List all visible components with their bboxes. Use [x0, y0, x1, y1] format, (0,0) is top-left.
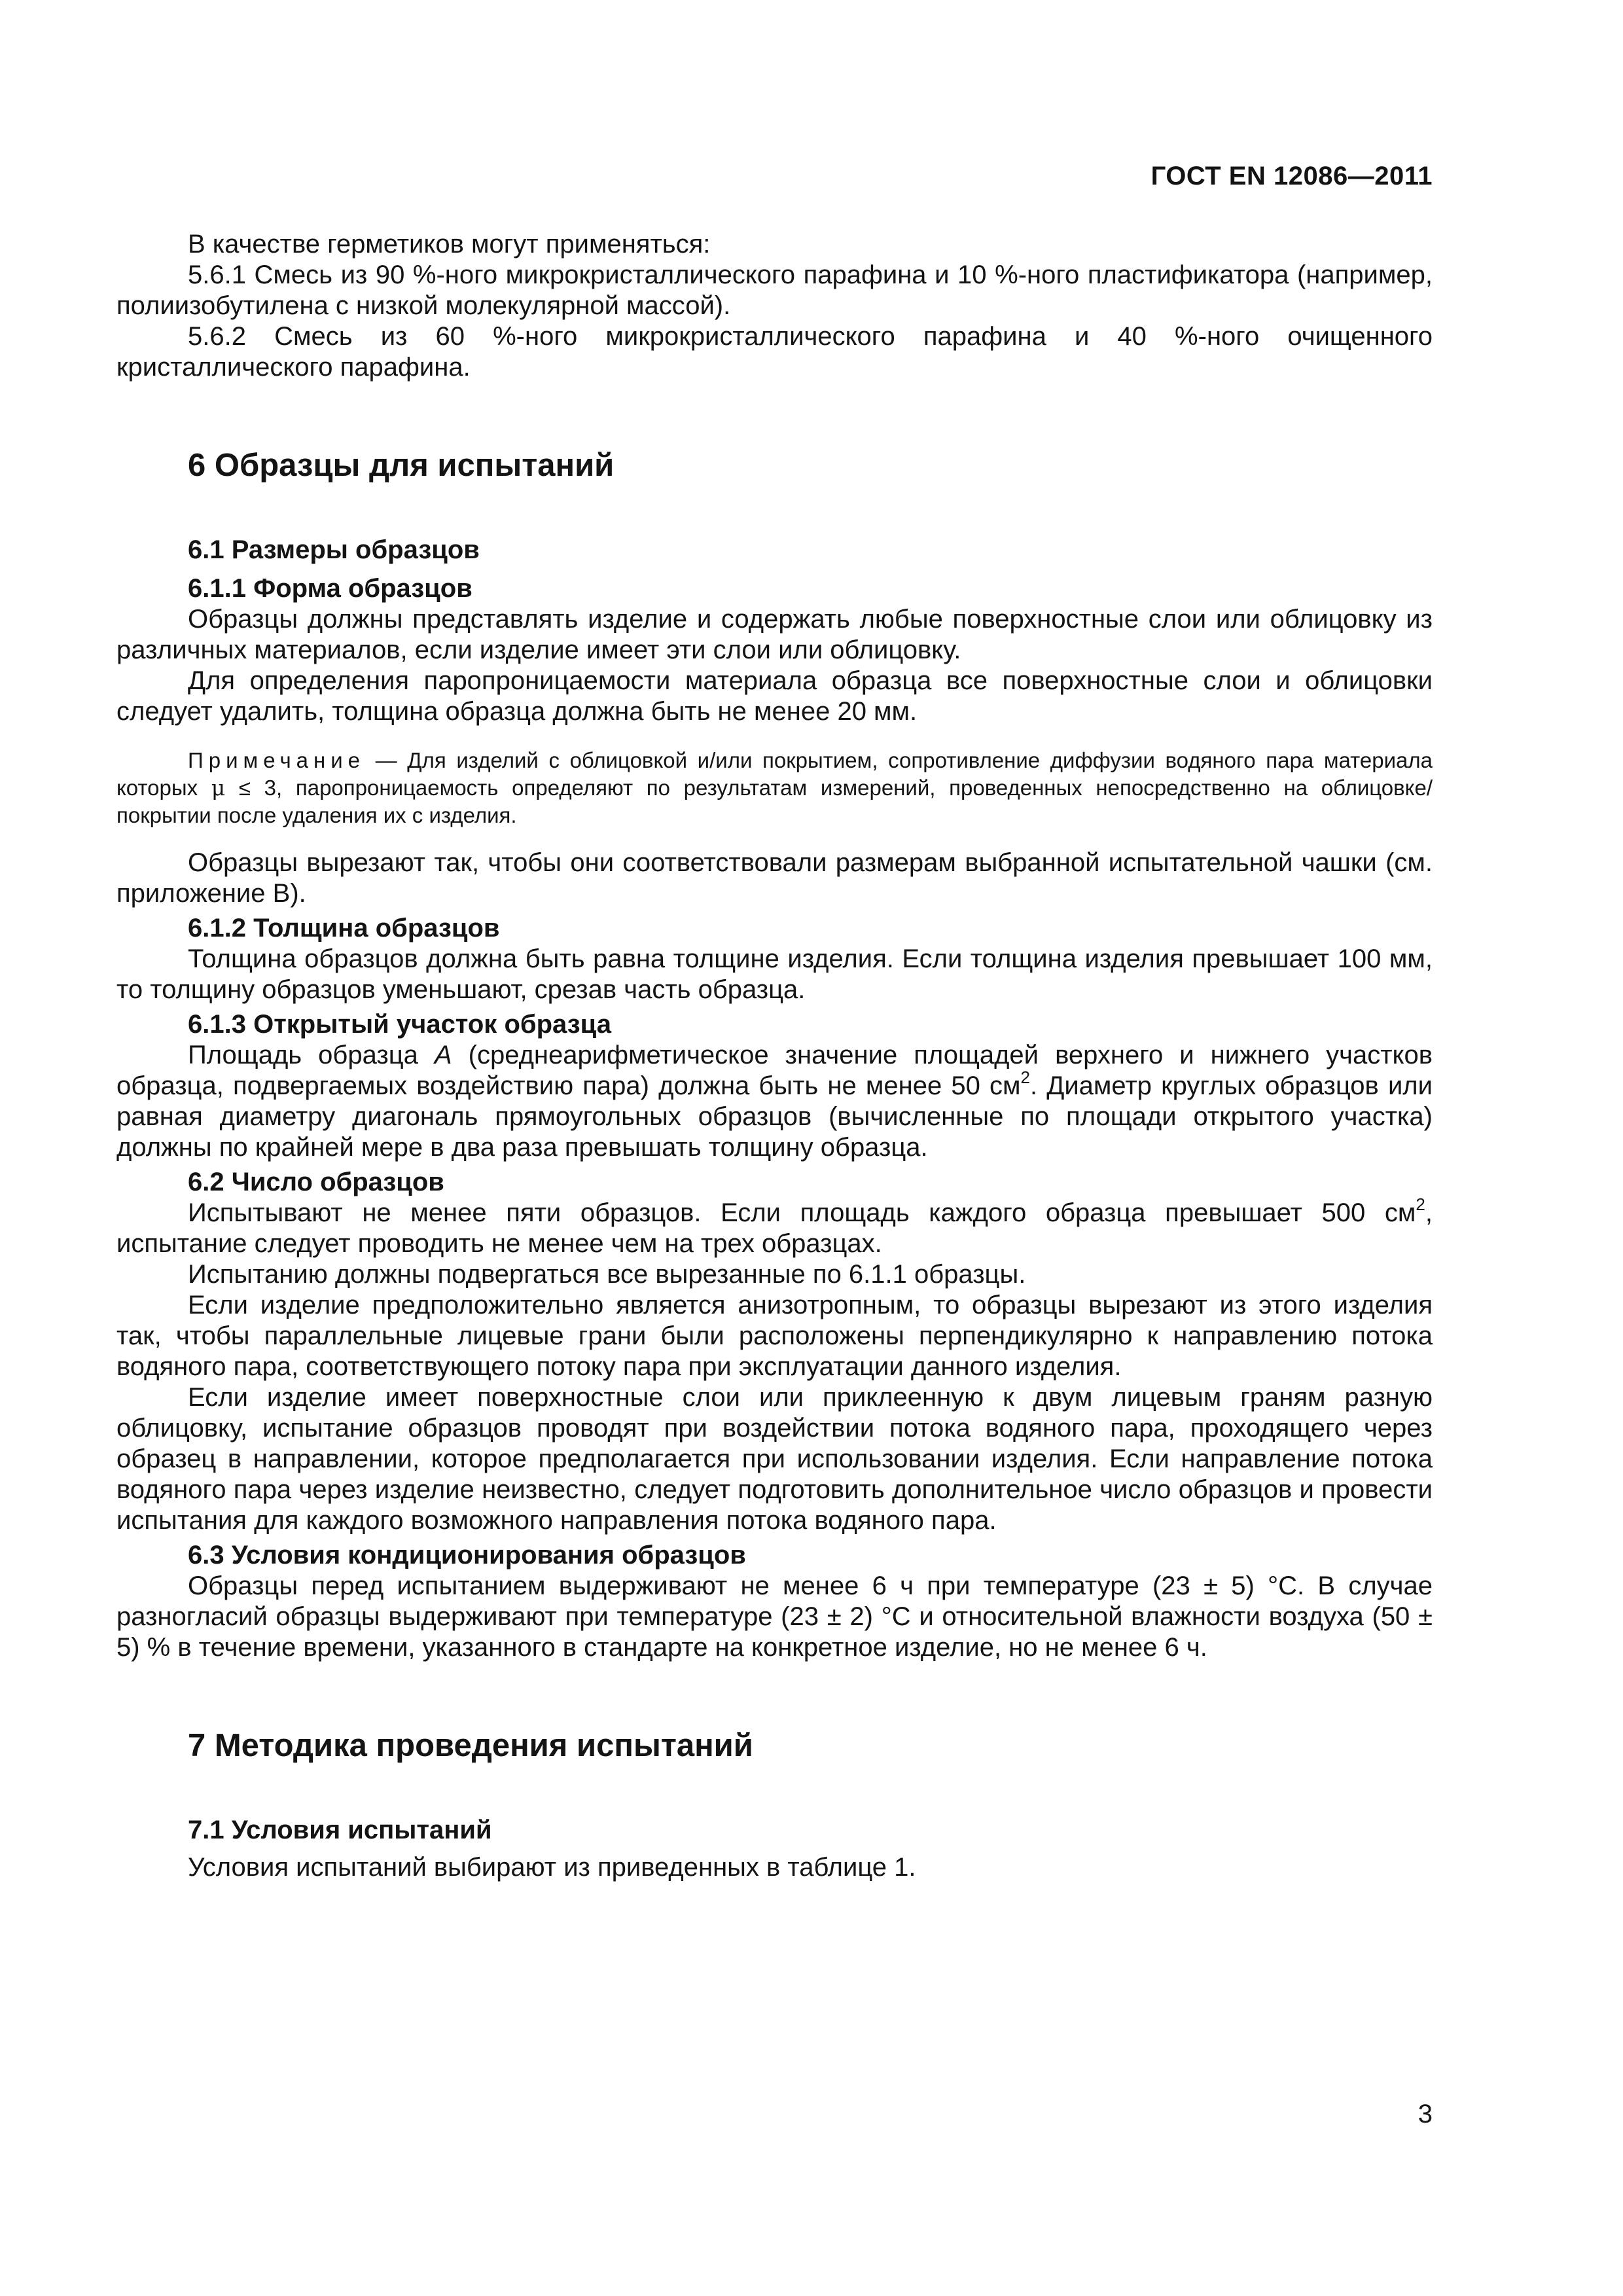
section-7-1-heading: 7.1 Условия испытаний	[188, 1816, 492, 1844]
area-variable: A	[434, 1041, 452, 1069]
section-6-1-1-paragraph-3: Образцы вырезают так, чтобы они соответствовали размерам выбранной испытательной чашки (см. приложение В).	[116, 848, 1433, 908]
section-6-heading: 6 Образцы для испытаний	[188, 448, 615, 483]
intro-paragraph: В качестве герметиков могут применяться:	[188, 230, 711, 259]
section-6-2-paragraph-1	[116, 1194, 1433, 1259]
note-paragraph	[116, 747, 1433, 829]
section-6-1-3-heading: 6.1.3 Открытый участок образца	[188, 1010, 611, 1039]
section-7-heading: 7 Методика проведения испытаний	[188, 1728, 753, 1763]
section-6-2-heading: 6.2 Число образцов	[188, 1168, 444, 1196]
section-6-1-3-text-1: Площадь образца	[188, 1041, 435, 1069]
note-text-part-2: ≤ 3, паропроницаемость определяют по результатам измерений, проведенных непосредственно на облицовке/покрытии после удаления их с изделия.	[116, 776, 1433, 827]
section-6-2-paragraph-4: Если изделие имеет поверхностные слои или приклеенную к двум лицевым граням разную облицовку, испытание образцов проводят при воздействии потока водяного пара, проходящего через образец в направлении, которое предполагается при использовании изделия. Если направление потока водяного пара через изделие неизвестно, следует подготовить дополнительное число образцов и провести испытания для каждого возможного направления потока водяного пара.	[116, 1383, 1433, 1535]
section-6-1-1-heading: 6.1.1 Форма образцов	[188, 574, 473, 603]
note-text-part-1: — Для изделий с облицовкой и/или покрытием, сопротивление диффузии водяного пара материала которых	[116, 748, 1433, 800]
page-number: 3	[1418, 2100, 1433, 2128]
section-6-1-3-text-2: (среднеарифметическое значение площадей верхнего и нижнего участков образца, подвергаемых воздействию пара) должна быть не менее 50 см	[116, 1041, 1433, 1100]
section-6-3-paragraph: Образцы перед испытанием выдерживают не менее 6 ч при температуре (23 ± 5) °С. В случае разногласий образцы выдерживают при температуре (23 ± 2) °С и относительной влажности воздуха (50 ± 5) % в течение времени, указанного в стандарте на конкретное изделие, но не менее 6 ч.	[116, 1571, 1433, 1662]
section-6-2-text-1: Испытывают не менее пяти образцов. Если площадь каждого образца превышает 500 см	[188, 1198, 1416, 1227]
section-7-1-paragraph: Условия испытаний выбирают из приведенных в таблице 1.	[188, 1853, 916, 1882]
section-6-1-2-paragraph: Толщина образцов должна быть равна толщине изделия. Если толщина изделия превышает 100 мм, то толщину образцов уменьшают, срезав часть образца.	[116, 944, 1433, 1004]
section-6-1-3-paragraph	[116, 1040, 1433, 1163]
section-6-1-heading: 6.1 Размеры образцов	[188, 535, 480, 564]
section-6-1-1-paragraph-1: Образцы должны представлять изделие и содержать любые поверхностные слои или облицовку из различных материалов, если изделие имеет эти слои или облицовку.	[116, 605, 1433, 664]
superscript-2: 2	[1020, 1067, 1030, 1088]
section-6-1-3-text-3: . Диаметр круглых образцов или равная диаметру диагональ прямоугольных образцов (вычисленные по площади открытого участка) должны по крайней мере в два раза превышать толщину образца.	[116, 1071, 1433, 1162]
page-content	[116, 229, 1433, 1883]
section-6-2-paragraph-3: Если изделие предположительно является анизотропным, то образцы вырезают из этого изделия так, чтобы параллельные лицевые грани были расположены перпендикулярно к направлению потока водяного пара, соответствующего потоку пара при эксплуатации данного изделия.	[116, 1291, 1433, 1381]
clause-5-6-2: 5.6.2 Смесь из 60 %-ного микрокристаллического парафина и 40 %-ного очищенного кристаллического парафина.	[116, 322, 1433, 382]
section-6-3-heading: 6.3 Условия кондиционирования образцов	[188, 1541, 746, 1570]
superscript-2: 2	[1416, 1194, 1425, 1215]
section-6-1-1-paragraph-2: Для определения паропроницаемости материала образца все поверхностные слои и облицовки следует удалить, толщина образца должна быть не менее 20 мм.	[116, 666, 1433, 726]
document-id-header: ГОСТ EN 12086—2011	[1150, 162, 1433, 190]
mu-symbol: μ	[211, 775, 226, 800]
section-6-2-text-2: , испытание следует проводить не менее чем на трех образцах.	[116, 1198, 1433, 1258]
section-6-2-paragraph-2: Испытанию должны подвергаться все вырезанные по 6.1.1 образцы.	[188, 1260, 1026, 1289]
clause-5-6-1: 5.6.1 Смесь из 90 %-ного микрокристаллического парафина и 10 %-ного пластификатора (например, полиизобутилена с низкой молекулярной массой).	[116, 260, 1433, 320]
section-6-1-2-heading: 6.1.2 Толщина образцов	[188, 914, 500, 942]
note-label: Примечание	[188, 748, 366, 772]
